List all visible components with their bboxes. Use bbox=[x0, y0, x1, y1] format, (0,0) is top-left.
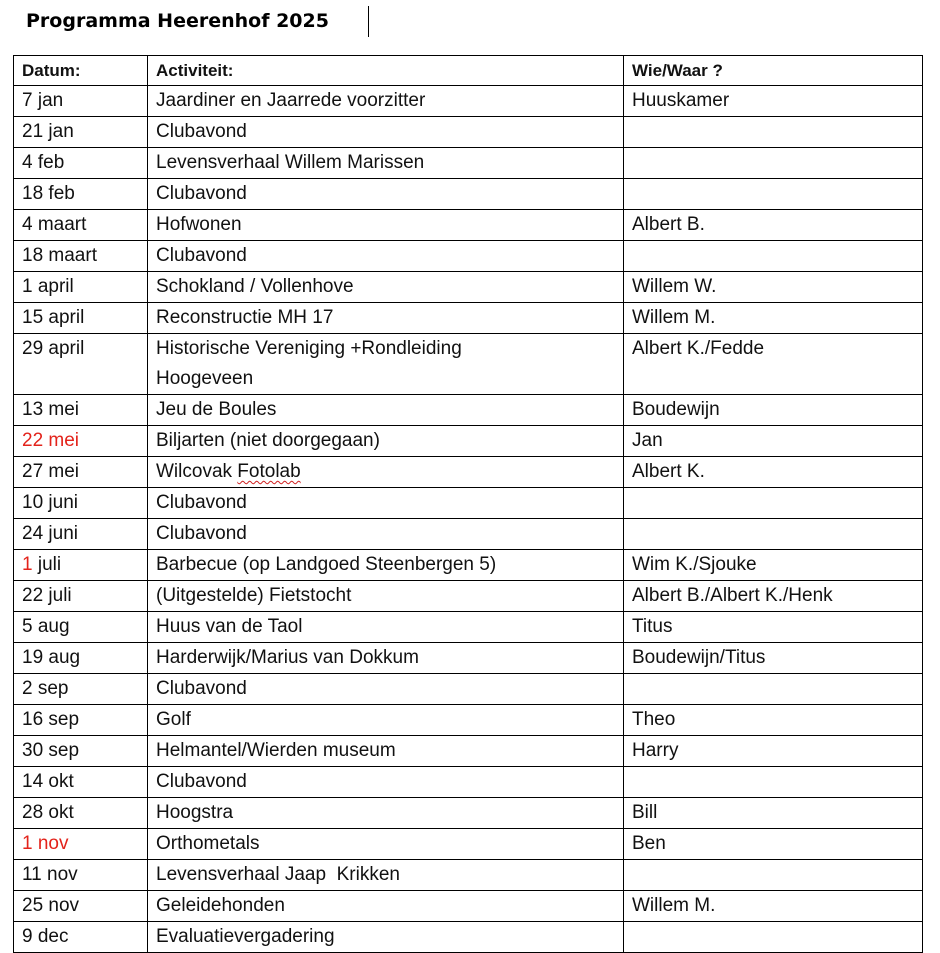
activity-cell: Jaardiner en Jaarrede voorzitter bbox=[148, 86, 624, 117]
table-row bbox=[14, 117, 923, 148]
date-cell bbox=[14, 550, 148, 581]
date-cell: 30 sep bbox=[14, 736, 148, 767]
table-row bbox=[14, 426, 923, 457]
who-cell: Huuskamer bbox=[624, 86, 923, 117]
activity-cell: Levensverhaal Jaap Krikken bbox=[148, 860, 624, 891]
activity-line: Hoogeveen bbox=[156, 368, 254, 389]
activity-cell: Hoogstra bbox=[148, 798, 624, 829]
who-cell bbox=[624, 488, 923, 519]
who-cell: Albert B. bbox=[624, 210, 923, 241]
program-table bbox=[13, 55, 923, 953]
activity-cell: Huus van de Taol bbox=[148, 612, 624, 643]
header-activity: Activiteit: bbox=[148, 56, 624, 86]
who-cell: Jan bbox=[624, 426, 923, 457]
who-cell bbox=[624, 860, 923, 891]
date-month: juli bbox=[32, 554, 62, 575]
date-cell: 27 mei bbox=[14, 457, 148, 488]
activity-cell: Clubavond bbox=[148, 767, 624, 798]
activity-cell: Biljarten (niet doorgegaan) bbox=[148, 426, 624, 457]
table-row bbox=[14, 891, 923, 922]
date-cell: 22 juli bbox=[14, 581, 148, 612]
date-cell: 7 jan bbox=[14, 86, 148, 117]
table-row bbox=[14, 612, 923, 643]
table-row bbox=[14, 705, 923, 736]
table-row bbox=[14, 488, 923, 519]
date-cell: 9 dec bbox=[14, 922, 148, 953]
date-cell: 14 okt bbox=[14, 767, 148, 798]
activity-cell: Geleidehonden bbox=[148, 891, 624, 922]
who-cell: Boudewijn bbox=[624, 395, 923, 426]
who-cell: Bill bbox=[624, 798, 923, 829]
date-cell: 1 april bbox=[14, 272, 148, 303]
who-cell: Wim K./Sjouke bbox=[624, 550, 923, 581]
date-cell: 21 jan bbox=[14, 117, 148, 148]
activity-cell: (Uitgestelde) Fietstocht bbox=[148, 581, 624, 612]
activity-cell: Orthometals bbox=[148, 829, 624, 860]
who-cell bbox=[624, 117, 923, 148]
table-row bbox=[14, 798, 923, 829]
table-row bbox=[14, 272, 923, 303]
table-row bbox=[14, 148, 923, 179]
date-cell: 13 mei bbox=[14, 395, 148, 426]
activity-cell: Clubavond bbox=[148, 519, 624, 550]
activity-cell bbox=[148, 334, 624, 395]
activity-cell: Barbecue (op Landgoed Steenbergen 5) bbox=[148, 550, 624, 581]
date-cell: 18 maart bbox=[14, 241, 148, 272]
date-cell: 28 okt bbox=[14, 798, 148, 829]
who-cell bbox=[624, 179, 923, 210]
date-cell: 15 april bbox=[14, 303, 148, 334]
who-cell: Ben bbox=[624, 829, 923, 860]
activity-cell: Reconstructie MH 17 bbox=[148, 303, 624, 334]
activity-cell: Clubavond bbox=[148, 674, 624, 705]
table-row bbox=[14, 395, 923, 426]
activity-cell: Clubavond bbox=[148, 488, 624, 519]
date-cell: 25 nov bbox=[14, 891, 148, 922]
date-cell: 4 maart bbox=[14, 210, 148, 241]
activity-cell: Helmantel/Wierden museum bbox=[148, 736, 624, 767]
who-cell: Albert K./Fedde bbox=[624, 334, 923, 395]
date-cell-highlighted: 22 mei bbox=[14, 426, 148, 457]
date-cell: 18 feb bbox=[14, 179, 148, 210]
table-row bbox=[14, 643, 923, 674]
date-cell: 5 aug bbox=[14, 612, 148, 643]
document-title: Programma Heerenhof 2025 bbox=[26, 10, 329, 32]
date-cell: 24 juni bbox=[14, 519, 148, 550]
table-row bbox=[14, 860, 923, 891]
who-cell: Willem M. bbox=[624, 303, 923, 334]
activity-cell: Clubavond bbox=[148, 179, 624, 210]
who-cell bbox=[624, 241, 923, 272]
table-row bbox=[14, 334, 923, 395]
date-day-highlighted: 1 bbox=[22, 554, 33, 575]
who-cell: Willem W. bbox=[624, 272, 923, 303]
table-row bbox=[14, 519, 923, 550]
table-row bbox=[14, 829, 923, 860]
table-header-row bbox=[14, 56, 923, 86]
header-who: Wie/Waar ? bbox=[624, 56, 923, 86]
activity-cell: Clubavond bbox=[148, 241, 624, 272]
date-cell: 4 feb bbox=[14, 148, 148, 179]
date-cell: 10 juni bbox=[14, 488, 148, 519]
table-row bbox=[14, 241, 923, 272]
date-cell: 2 sep bbox=[14, 674, 148, 705]
date-cell: 19 aug bbox=[14, 643, 148, 674]
spellcheck-flagged-word: Fotolab bbox=[237, 461, 301, 482]
text-cursor bbox=[368, 6, 369, 37]
who-cell: Albert B./Albert K./Henk bbox=[624, 581, 923, 612]
table-row bbox=[14, 303, 923, 334]
who-cell: Titus bbox=[624, 612, 923, 643]
who-cell: Harry bbox=[624, 736, 923, 767]
activity-cell: Harderwijk/Marius van Dokkum bbox=[148, 643, 624, 674]
header-date: Datum: bbox=[14, 56, 148, 86]
date-cell: 29 april bbox=[14, 334, 148, 395]
activity-cell: Schokland / Vollenhove bbox=[148, 272, 624, 303]
who-cell: Willem M. bbox=[624, 891, 923, 922]
activity-cell: Evaluatievergadering bbox=[148, 922, 624, 953]
activity-cell: Golf bbox=[148, 705, 624, 736]
date-cell: 16 sep bbox=[14, 705, 148, 736]
table-row bbox=[14, 86, 923, 117]
activity-line: Historische Vereniging +Rondleiding bbox=[156, 338, 462, 359]
table-row bbox=[14, 550, 923, 581]
date-cell-highlighted: 1 nov bbox=[14, 829, 148, 860]
activity-text: Wilcovak bbox=[156, 461, 238, 482]
table-row bbox=[14, 674, 923, 705]
activity-cell: Clubavond bbox=[148, 117, 624, 148]
who-cell bbox=[624, 674, 923, 705]
table-row bbox=[14, 736, 923, 767]
who-cell bbox=[624, 922, 923, 953]
who-cell: Boudewijn/Titus bbox=[624, 643, 923, 674]
table-row bbox=[14, 210, 923, 241]
who-cell: Theo bbox=[624, 705, 923, 736]
activity-cell: Jeu de Boules bbox=[148, 395, 624, 426]
who-cell bbox=[624, 767, 923, 798]
activity-cell: Levensverhaal Willem Marissen bbox=[148, 148, 624, 179]
activity-cell: Hofwonen bbox=[148, 210, 624, 241]
date-cell: 11 nov bbox=[14, 860, 148, 891]
activity-cell bbox=[148, 457, 624, 488]
table-row bbox=[14, 457, 923, 488]
who-cell bbox=[624, 148, 923, 179]
who-cell bbox=[624, 519, 923, 550]
table-row bbox=[14, 581, 923, 612]
table-row bbox=[14, 922, 923, 953]
who-cell: Albert K. bbox=[624, 457, 923, 488]
table-row bbox=[14, 767, 923, 798]
table-row bbox=[14, 179, 923, 210]
